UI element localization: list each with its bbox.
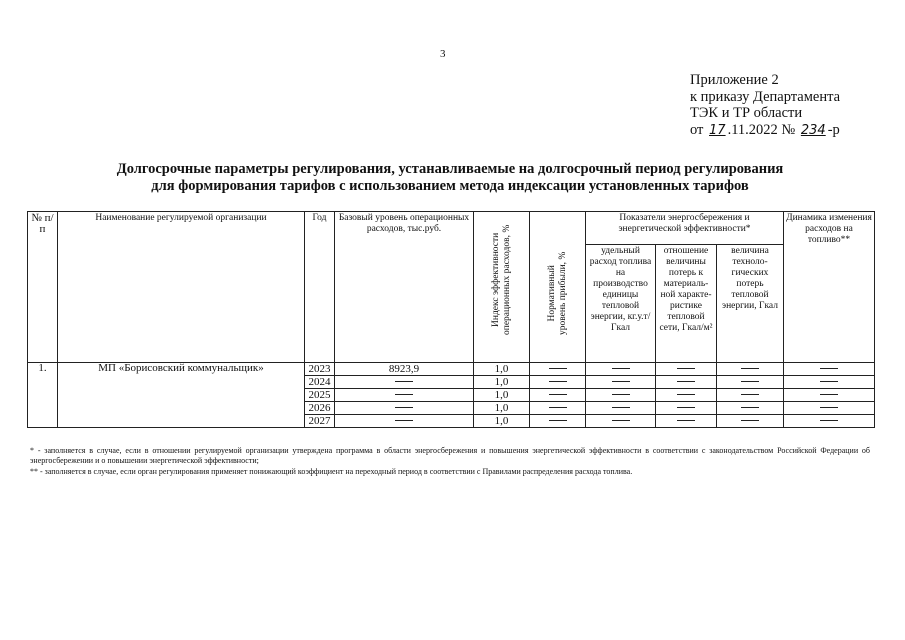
dash-cell	[335, 389, 474, 402]
date-rest: .11.2022 №	[727, 121, 796, 138]
year-cell: 2024	[305, 376, 335, 389]
appendix-line-2: к приказу Департамента	[690, 88, 841, 105]
order-number-handwritten: 234	[800, 122, 826, 138]
dash-cell	[784, 415, 875, 428]
header-profit	[530, 212, 586, 363]
dash-cell	[656, 389, 717, 402]
footnote-2: ** - заполняется в случае, если орган регулирования применяет понижающий коэффициент на переходный период в соответствии с Правилами распределения расхода топлива.	[30, 467, 633, 476]
dash-cell	[656, 402, 717, 415]
org-number: 1.	[28, 363, 58, 428]
dash-cell	[717, 363, 784, 376]
index-cell: 1,0	[474, 376, 530, 389]
index-cell: 1,0	[474, 415, 530, 428]
dash-cell	[717, 376, 784, 389]
document-title	[40, 161, 860, 195]
header-index	[474, 212, 530, 363]
dash-cell	[586, 402, 656, 415]
year-cell: 2027	[305, 415, 335, 428]
appendix-line-3: ТЭК и ТР области	[690, 105, 803, 121]
index-cell: 1,0	[474, 363, 530, 376]
header-losses: величина техноло-гических потерь тепловой энергии, Гкал	[717, 244, 784, 362]
appendix-date-line	[690, 122, 840, 140]
dash-cell	[656, 415, 717, 428]
index-cell: 1,0	[474, 402, 530, 415]
dash-cell	[530, 363, 586, 376]
dash-cell	[530, 415, 586, 428]
title-line-1: Долгосрочные параметры регулирования, устанавливаемые на долгосрочный период регулирования	[116, 161, 784, 177]
dash-cell	[335, 415, 474, 428]
footnotes	[30, 446, 870, 478]
dash-cell	[586, 376, 656, 389]
dash-cell	[784, 402, 875, 415]
dash-cell	[784, 376, 875, 389]
dash-cell	[717, 389, 784, 402]
dash-cell	[586, 363, 656, 376]
parameters-table	[27, 211, 875, 428]
table-header-row-1	[28, 212, 875, 245]
header-base: Базовый уровень операционных расходов, тыс.руб.	[335, 212, 474, 363]
page-number: 3	[440, 48, 446, 60]
dash-cell	[656, 363, 717, 376]
order-suffix: -р	[827, 121, 840, 138]
base-cell: 8923,9	[335, 363, 474, 376]
header-org: Наименование регулируемой организации	[58, 212, 305, 363]
appendix-block	[690, 72, 840, 139]
dash-cell	[656, 376, 717, 389]
year-cell: 2023	[305, 363, 335, 376]
dash-cell	[784, 363, 875, 376]
footnote-1: * - заполняется в случае, если в отношении регулируемой организации утверждена программа в области энергосбережения и повышения энергетической эффективности в соответствии с законодательством Российской Федерации об энергосбережении и о повышении энергетической эффективности;	[30, 446, 870, 465]
dash-cell	[530, 376, 586, 389]
dash-cell	[586, 415, 656, 428]
dash-cell	[586, 389, 656, 402]
header-profit-line-2: уровень прибыли, %	[557, 251, 568, 335]
date-day-handwritten: 17	[709, 122, 726, 138]
dash-cell	[717, 415, 784, 428]
date-prefix: от	[690, 121, 704, 138]
header-index-line-1: Индекс эффективности	[490, 232, 501, 327]
dash-cell	[530, 389, 586, 402]
dash-cell	[784, 389, 875, 402]
year-cell: 2025	[305, 389, 335, 402]
dash-cell	[335, 402, 474, 415]
header-index-line-2: операционных расходов, %	[501, 224, 512, 335]
org-name: МП «Борисовский коммунальщик»	[58, 363, 305, 428]
year-cell: 2026	[305, 402, 335, 415]
header-year: Год	[305, 212, 335, 363]
header-num: № п/п	[28, 212, 58, 363]
table-row	[28, 363, 875, 376]
appendix-line-1: Приложение 2	[690, 72, 779, 88]
dash-cell	[530, 402, 586, 415]
dash-cell	[717, 402, 784, 415]
index-cell: 1,0	[474, 389, 530, 402]
title-line-2: для формирования тарифов с использованием метода индексации установленных тарифов	[151, 178, 749, 194]
header-fuel: удельный расход топлива на производство единицы тепловой энергии, кг.у.т/Гкал	[586, 244, 656, 362]
header-dynamics: Динамика изменения расходов на топливо**	[784, 212, 875, 363]
dash-cell	[335, 376, 474, 389]
header-ratio: отношение величины потерь к материаль-ной характе-ристике тепловой сети, Гкал/м²	[656, 244, 717, 362]
header-profit-line-1: Нормативный	[546, 265, 557, 322]
header-energy-group: Показатели энергосбережения и энергетической эффективности*	[586, 212, 784, 245]
